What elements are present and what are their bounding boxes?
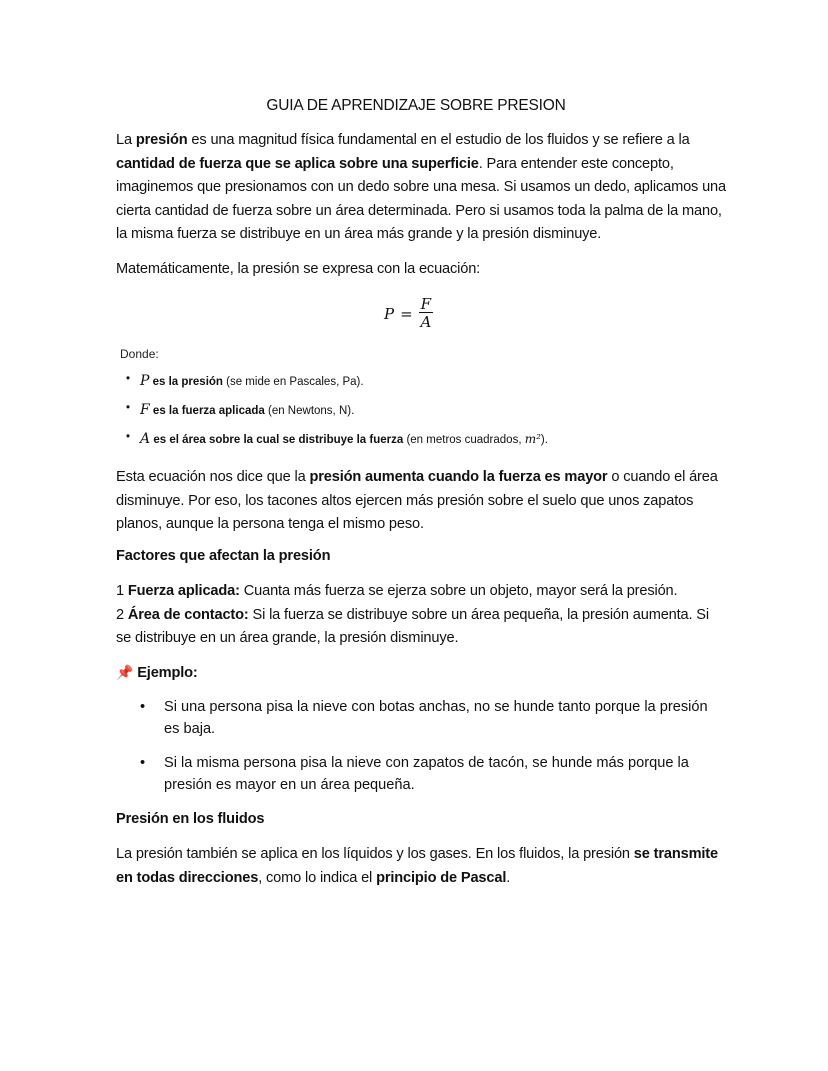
fluids-paragraph: La presión también se aplica en los líquidos y los gases. En los fluidos, la presión se transmite en todas direcciones, como lo indica el principio de Pascal. [116,846,718,886]
pressure-formula: P = $\frac{F}{A}$ [384,295,432,331]
factor-item: 2 Área de contacto: Si la fuerza se distribuye sobre un área pequeña, la presión aumenta. Si se distribuye en un área grande, la presión disminuye. [116,606,709,646]
example-heading: 📌 Ejemplo: [116,664,198,681]
factors-list [116,580,726,651]
fluids-heading: Presión en los fluidos [116,811,265,827]
factors-heading: Factores que afectan la presión [116,548,331,564]
intro-paragraph: La presión es una magnitud física fundamental en el estudio de los fluidos y se refiere a la cantidad de fuerza que se aplica sobre una superficie. Para entender este concepto, imaginemos que presionamos con un dedo sobre una mesa. Si usamos un dedo, aplicamos una cierta cantidad de fuerza sobre un área determinada. Pero si usamos toda la palma de la mano, la misma fuerza se distribuye en un área más grande y la presión disminuye. [116,132,726,242]
pushpin-icon: 📌 [116,664,134,680]
explanation-paragraph: Esta ecuación nos dice que la presión aumenta cuando la fuerza es mayor o cuando el área disminuye. Por eso, los tacones altos ejercen más presión sobre el suelo que unos zapatos planos, aunque la persona tenga el mismo peso. [116,469,718,532]
factor-item: 1 Fuerza aplicada: Cuanta más fuerza se ejerza sobre un objeto, mayor será la presión. [116,583,678,599]
donde-label: Donde: [120,347,159,361]
document-title: GUIA DE APRENDIZAJE SOBRE PRESION [266,97,566,114]
math-intro: Matemáticamente, la presión se expresa con la ecuación: [116,261,481,277]
